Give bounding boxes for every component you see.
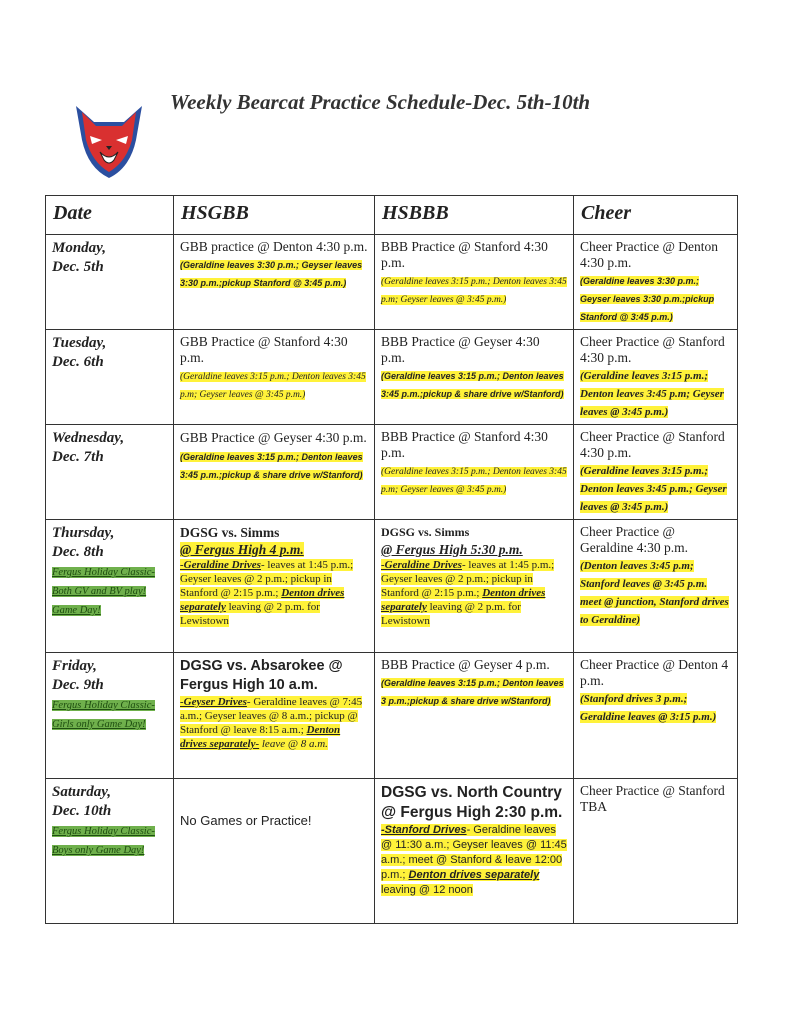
practice-text: BBB Practice @ Geyser 4:30 p.m. [381, 334, 540, 365]
hsbbb-cell [375, 235, 574, 330]
day-date: Dec. 7th [52, 449, 104, 465]
practice-text: Cheer Practice @ Geraldine 4:30 p.m. [580, 524, 688, 555]
hsgbb-cell [174, 235, 375, 330]
day-cell [46, 330, 174, 425]
travel-note: (Geraldine leaves 3:15 p.m.; Denton leaves 3:45 p.m.;pickup & share drive w/Stanford) [381, 371, 564, 399]
day-name: Tuesday, [52, 335, 107, 351]
travel-detail: - leaves at 1:45 p.m.; Geyser leaves @ 2 p.m.; pickup in Stanford @ 2:15 p.m.; [381, 559, 555, 599]
header-row [46, 196, 738, 235]
schedule-table [45, 195, 738, 924]
hsgbb-cell [174, 653, 375, 779]
day-date: Dec. 5th [52, 259, 104, 275]
cheer-cell [574, 425, 738, 520]
practice-text: Cheer Practice @ Denton 4:30 p.m. [580, 239, 719, 270]
bearcat-logo [70, 100, 148, 180]
header-hsgbb: HSGBB [174, 196, 375, 235]
practice-text: GBB Practice @ Stanford 4:30 p.m. [180, 334, 348, 365]
travel-note: (Geraldine leaves 3:15 p.m.; Denton leaves 3 p.m.;pickup & share drive w/Stanford) [381, 678, 564, 706]
cheer-cell [574, 653, 738, 779]
day-name: Friday, [52, 658, 97, 674]
travel-note: (Geraldine leaves 3:15 p.m.; Denton leaves 3:45 p.m; Geyser leaves @ 3:45 p.m.) [381, 277, 567, 305]
hsbbb-cell [375, 330, 574, 425]
day-name: Thursday, [52, 525, 115, 541]
day-name: Saturday, [52, 784, 112, 800]
no-games-text: No Games or Practice! [180, 813, 312, 828]
day-cell [46, 425, 174, 520]
travel-note: (Geraldine leaves 3:30 p.m.; Geyser leaves 3:30 p.m.;pickup Stanford @ 3:45 p.m.) [180, 260, 363, 288]
driver-text: -Geraldine Drives [180, 559, 261, 571]
travel-note: (Geraldine leaves 3:15 p.m.; Denton leaves 3:45 p.m; Geyser leaves @ 3:45 p.m.) [180, 372, 366, 400]
travel-note: (Geraldine leaves 3:15 p.m.; Denton leaves 3:45 p.m.;pickup & share drive w/Stanford) [180, 452, 363, 480]
table-row [46, 653, 738, 779]
day-date: Dec. 10th [52, 803, 112, 819]
travel-detail: - Geraldine leaves @ 7:45 a.m.; Geyser leaves @ 8 a.m.; pickup @ Stanford @ leave 8:15 a.m.; [180, 696, 363, 736]
travel-end: leave @ 8 a.m. [261, 738, 328, 750]
travel-note: (Denton leaves 3:45 p.m; Stanford leaves @ 3:45 p.m. meet @ junction, Stanford drives to Geraldine) [580, 560, 729, 626]
cheer-cell [574, 779, 738, 924]
day-cell [46, 653, 174, 779]
header-date: Date [46, 196, 174, 235]
travel-note: (Stanford drives 3 p.m.; Geraldine leaves @ 3:15 p.m.) [580, 693, 717, 723]
hsgbb-cell [174, 520, 375, 653]
travel-detail: - leaves at 1:45 p.m.; Geyser leaves @ 2 p.m.; pickup in Stanford @ 2:15 p.m.; [180, 559, 354, 599]
hsgbb-cell [174, 330, 375, 425]
travel-note: (Geraldine leaves 3:30 p.m.; Geyser leaves 3:30 p.m.;pickup Stanford @ 3:45 p.m.) [580, 276, 715, 322]
travel-end: leaving @ 2 p.m. for Lewistown [381, 601, 521, 627]
event-badge: Fergus Holiday Classic-Boys only Game Day! [52, 826, 155, 856]
hsgbb-cell [174, 779, 375, 924]
practice-text: GBB Practice @ Geyser 4:30 p.m. [180, 430, 367, 445]
day-name: Monday, [52, 240, 107, 256]
header-hsbbb: HSBBB [375, 196, 574, 235]
cheer-cell [574, 330, 738, 425]
cheer-cell [574, 520, 738, 653]
event-badge: Fergus Holiday Classic-Girls only Game Day! [52, 700, 155, 730]
practice-text: Cheer Practice @ Denton 4 p.m. [580, 657, 729, 688]
game-location: @ Fergus High 4 p.m. [180, 542, 304, 557]
table-row [46, 330, 738, 425]
game-title: DGSG vs. Simms [180, 525, 280, 540]
practice-text: BBB Practice @ Stanford 4:30 p.m. [381, 239, 548, 270]
game-title: DGSG vs. North Country @ Fergus High 2:30 p.m. [381, 784, 563, 821]
travel-detail: - Geraldine leaves @ 11:30 a.m.; Geyser leaves @ 11:45 a.m.; meet @ Stanford & leave 12:00 p.m.; [381, 824, 567, 881]
table-row [46, 779, 738, 924]
day-name: Wednesday, [52, 430, 125, 446]
travel-note: (Geraldine leaves 3:15 p.m.; Denton leaves 3:45 p.m; Geyser leaves @ 3:45 p.m.) [381, 467, 567, 495]
event-badge: Fergus Holiday Classic-Both GV and BV play! Game Day! [52, 567, 155, 616]
practice-text: Cheer Practice @ Stanford 4:30 p.m. [580, 429, 725, 460]
day-cell [46, 779, 174, 924]
table-row [46, 425, 738, 520]
travel-note: (Geraldine leaves 3:15 p.m.; Denton leaves 3:45 p.m.; Geyser leaves @ 3:45 p.m.) [580, 465, 727, 513]
day-cell [46, 235, 174, 330]
cheer-cell [574, 235, 738, 330]
day-date: Dec. 9th [52, 677, 104, 693]
table-row [46, 235, 738, 330]
driver-text: -Stanford Drives [381, 824, 467, 836]
header-cheer: Cheer [574, 196, 738, 235]
game-title: DGSG vs. Absarokee @ Fergus High 10 a.m. [180, 658, 343, 693]
hsgbb-cell [174, 425, 375, 520]
hsbbb-cell [375, 779, 574, 924]
game-location: @ Fergus High 5:30 p.m. [381, 542, 523, 557]
separate-drive-text: Denton drives separately- [180, 724, 341, 750]
table-row [46, 520, 738, 653]
hsbbb-cell [375, 425, 574, 520]
day-date: Dec. 6th [52, 354, 104, 370]
separate-drive-text: Denton drives separately [408, 869, 540, 881]
driver-text: -Geraldine Drives [381, 559, 462, 571]
travel-note: (Geraldine leaves 3:15 p.m.; Denton leaves 3:45 p.m; Geyser leaves @ 3:45 p.m.) [580, 370, 724, 418]
practice-text: BBB Practice @ Geyser 4 p.m. [381, 657, 550, 672]
separate-drive-text: Denton drives separately [381, 587, 546, 613]
day-cell [46, 520, 174, 653]
practice-text: BBB Practice @ Stanford 4:30 p.m. [381, 429, 548, 460]
practice-text: Cheer Practice @ Stanford TBA [580, 783, 725, 814]
page-title: Weekly Bearcat Practice Schedule-Dec. 5th-10th [170, 90, 591, 114]
game-title: DGSG vs. Simms [381, 525, 470, 539]
travel-end: leaving @ 2 p.m. for Lewistown [180, 601, 320, 627]
practice-text: Cheer Practice @ Stanford 4:30 p.m. [580, 334, 725, 365]
hsbbb-cell [375, 520, 574, 653]
driver-text: -Geyser Drives [180, 696, 247, 708]
practice-text: GBB practice @ Denton 4:30 p.m. [180, 239, 368, 254]
separate-drive-text: Denton drives separately [180, 587, 345, 613]
travel-end: leaving @ 12 noon [381, 884, 473, 896]
day-date: Dec. 8th [52, 544, 104, 560]
hsbbb-cell [375, 653, 574, 779]
